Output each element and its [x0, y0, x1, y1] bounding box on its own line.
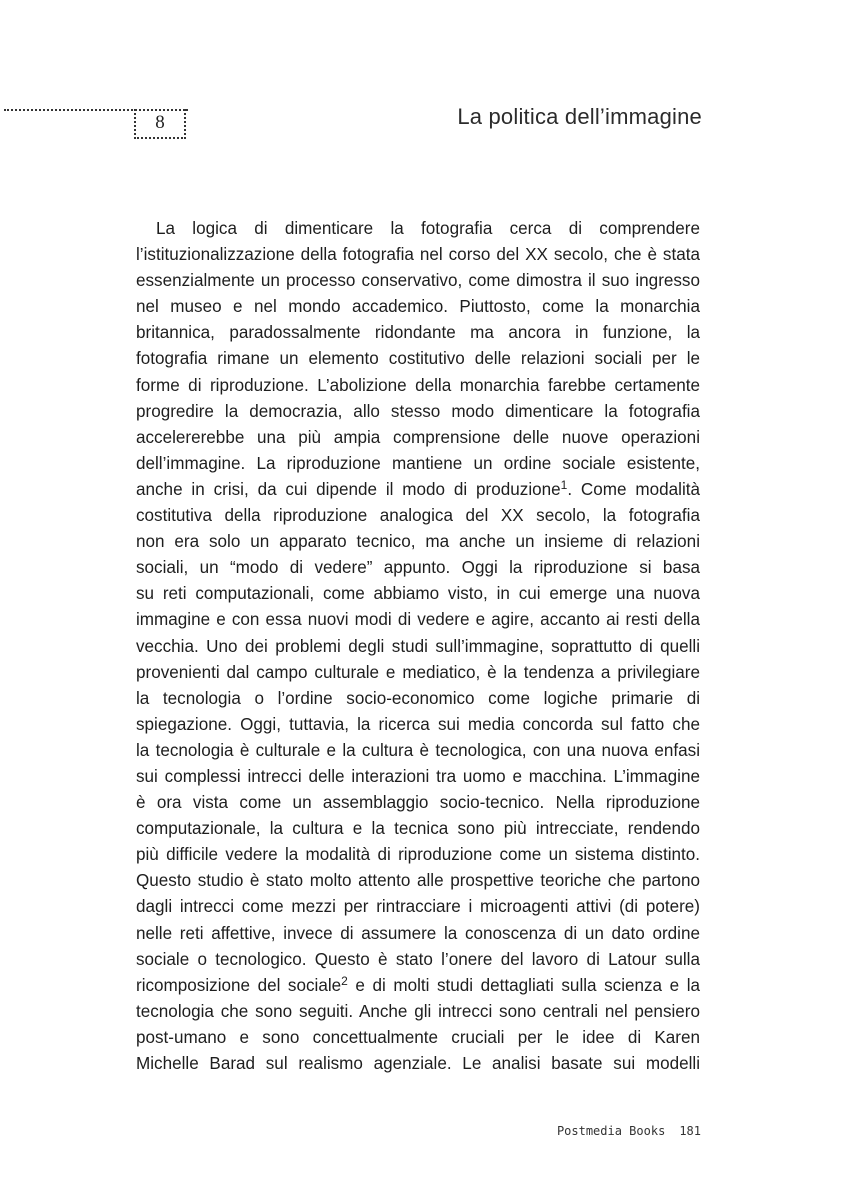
- text-line: britannica, paradossalmente ridondante ma ancora in funzione, la: [136, 323, 700, 343]
- page-footer: [557, 1124, 701, 1138]
- folio: 181: [679, 1124, 701, 1138]
- text-line: forme di riproduzione. L’abolizione della monarchia farebbe certamente: [136, 375, 700, 395]
- text-line-with-footnote: [136, 973, 700, 999]
- text-line: nel museo e nel mondo accademico. Piuttosto, come la monarchia: [136, 297, 700, 317]
- text-line: sui complessi intrecci delle interazioni tra uomo e macchina. L’immagine: [136, 766, 700, 786]
- text-line: immagine e con essa nuovi modi di vedere e agire, accanto ai resti della: [136, 610, 700, 630]
- text-line: progredire la democrazia, allo stesso modo dimenticare la fotografia: [136, 401, 700, 421]
- text-line: provenienti dal campo culturale e mediatico, è la tendenza a privilegiare: [136, 662, 700, 682]
- text-line: essenzialmente un processo conservativo, come dimostra il suo ingresso: [136, 271, 700, 291]
- text-line: costitutiva della riproduzione analogica del XX secolo, la fotografia: [136, 506, 700, 526]
- text-line: Questo studio è stato molto attento alle prospettive teoriche che partono: [136, 871, 700, 891]
- text-line: è ora vista come un assemblaggio socio-tecnico. Nella riproduzione: [136, 793, 700, 813]
- text-line: l’istituzionalizzazione della fotografia nel corso del XX secolo, che è stata: [136, 245, 700, 265]
- publisher-name: Postmedia Books: [556, 1124, 666, 1138]
- text-line-with-footnote: [136, 477, 700, 503]
- text-line: sociali, un “modo di vedere” appunto. Oggi la riproduzione si basa: [136, 558, 700, 578]
- text-line: non era solo un apparato tecnico, ma anche un insieme di relazioni: [136, 532, 700, 552]
- text-line: tecnologia che sono seguiti. Anche gli intrecci sono centrali nel pensiero: [136, 1001, 700, 1021]
- text-line: accelererebbe una più ampia comprensione delle nuove operazioni: [136, 427, 700, 447]
- text-line: sociale o tecnologico. Questo è stato l’onere del lavoro di Latour sulla: [136, 949, 700, 969]
- text-segment: ricomposizione del sociale: [136, 975, 342, 995]
- text-line: la tecnologia o l’ordine socio-economico come logiche primarie di: [136, 688, 700, 708]
- text-segment: anche in crisi, da cui dipende il modo di produzione: [136, 479, 561, 499]
- text-line: vecchia. Uno dei problemi degli studi sull’immagine, soprattutto di quelli: [136, 636, 700, 656]
- footnote-marker[interactable]: 2: [341, 973, 348, 988]
- text-segment: . Come modalità: [567, 479, 700, 499]
- text-line: spiegazione. Oggi, tuttavia, la ricerca sui media concorda sul fatto che: [136, 714, 700, 734]
- body-paragraph: [136, 216, 700, 1077]
- text-line: la tecnologia è culturale e la cultura è tecnologica, con una nuova enfasi: [136, 740, 700, 760]
- text-line: nelle reti affettive, invece di assumere la conoscenza di un dato ordine: [136, 923, 700, 943]
- running-head: La politica dell’immagine: [457, 104, 702, 129]
- chapter-number: 8: [134, 109, 186, 139]
- text-line: computazionale, la cultura e la tecnica sono più intrecciate, rendendo: [136, 819, 700, 839]
- text-line: dell’immagine. La riproduzione mantiene un ordine sociale esistente,: [136, 453, 700, 473]
- text-line: fotografia rimane un elemento costitutivo delle relazioni sociali per le: [136, 349, 700, 369]
- text-line: post-umano e sono concettualmente cruciali per le idee di Karen: [136, 1027, 700, 1047]
- text-line: La logica di dimenticare la fotografia cerca di comprendere: [156, 219, 700, 238]
- text-line: Michelle Barad sul realismo agenziale. Le analisi basate sui modelli: [136, 1054, 700, 1073]
- text-line: su reti computazionali, come abbiamo visto, in cui emerge una nuova: [136, 584, 700, 604]
- text-line: più difficile vedere la modalità di riproduzione come un sistema distinto.: [136, 845, 700, 865]
- text-line: dagli intrecci come mezzi per rintracciare i microagenti attivi (di potere): [136, 897, 700, 917]
- text-segment: e di molti studi dettagliati sulla scienza e la: [347, 975, 700, 995]
- footnote-marker[interactable]: 1: [560, 477, 568, 492]
